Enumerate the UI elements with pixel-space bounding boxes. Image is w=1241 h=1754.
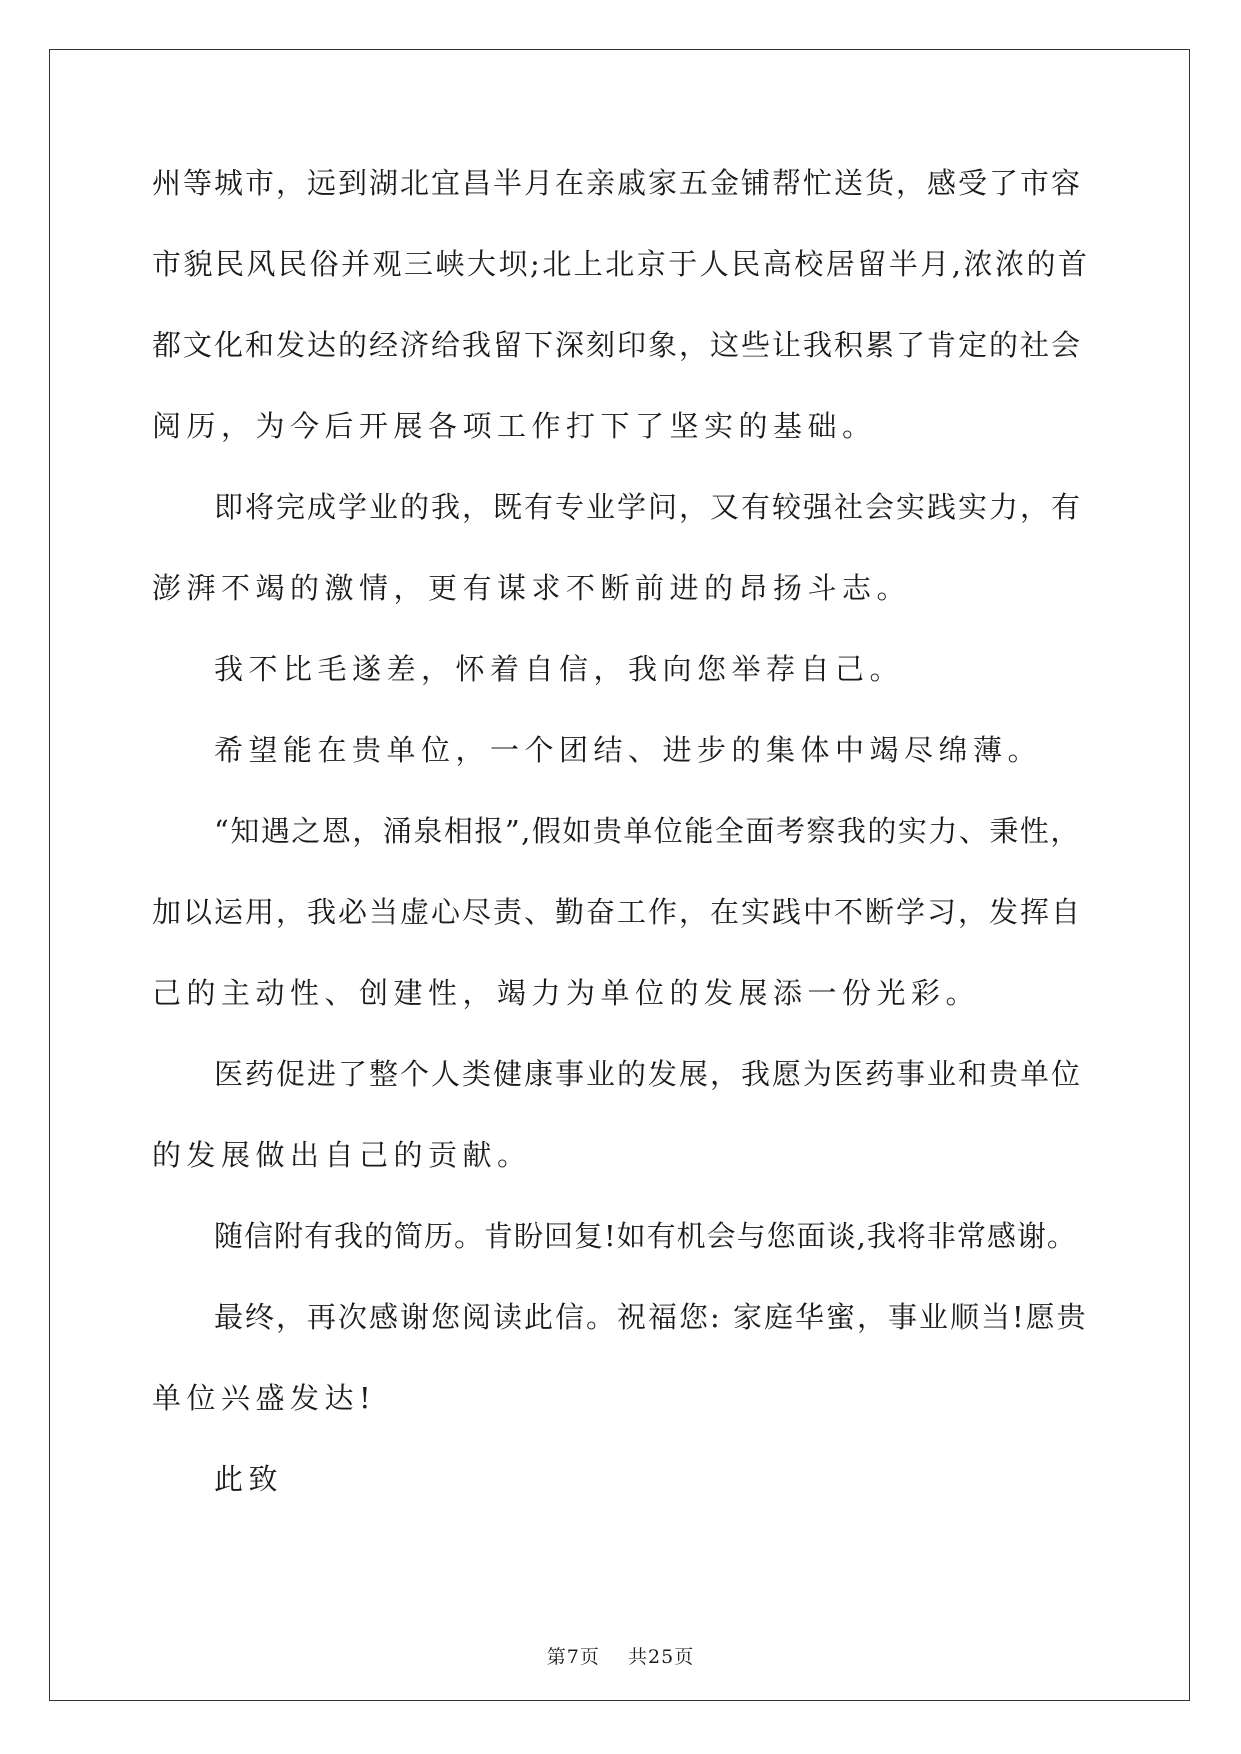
text-line: 市貌民风民俗并观三峡大坝;北上北京于人民高校居留半月,浓浓的首 [152, 247, 1090, 281]
text-line: 即将完成学业的我，既有专业学问，又有较强社会实践实力，有 [214, 490, 1083, 524]
text-line: 我不比毛遂差，怀着自信，我向您举荐自己。 [214, 652, 905, 686]
page-number-footer: 第7页 共25页 [546, 1646, 695, 1668]
text-line: 阅历，为今后开展各项工作打下了坚实的基础。 [152, 409, 877, 443]
text-line: 此致 [214, 1462, 284, 1496]
text-line: 都文化和发达的经济给我留下深刻印象，这些让我积累了肯定的社会 [152, 328, 1083, 362]
text-line: 最终，再次感谢您阅读此信。祝福您: 家庭华蜜，事业顺当!愿贵 [214, 1300, 1088, 1334]
text-line: 单位兴盛发达! [152, 1381, 377, 1415]
text-line: 加以运用，我必当虚心尽责、勤奋工作，在实践中不断学习，发挥自 [152, 895, 1083, 929]
text-line: 医药促进了整个人类健康事业的发展，我愿为医药事业和贵单位 [214, 1057, 1083, 1091]
letter-body [152, 162, 1090, 1539]
text-line: 己的主动性、创建性，竭力为单位的发展添一份光彩。 [152, 976, 981, 1010]
text-line: 澎湃不竭的激情，更有谋求不断前进的昂扬斗志。 [152, 571, 912, 605]
text-line: 州等城市，远到湖北宜昌半月在亲戚家五金铺帮忙送货，感受了市容 [152, 166, 1083, 200]
text-line: 的发展做出自己的贡献。 [152, 1138, 532, 1172]
text-line: 随信附有我的简历。肯盼回复!如有机会与您面谈,我将非常感谢。 [214, 1219, 1077, 1253]
text-line: “知遇之恩，涌泉相报”,假如贵单位能全面考察我的实力、秉性， [214, 814, 1081, 848]
text-line: 希望能在贵单位，一个团结、进步的集体中竭尽绵薄。 [214, 733, 1043, 767]
